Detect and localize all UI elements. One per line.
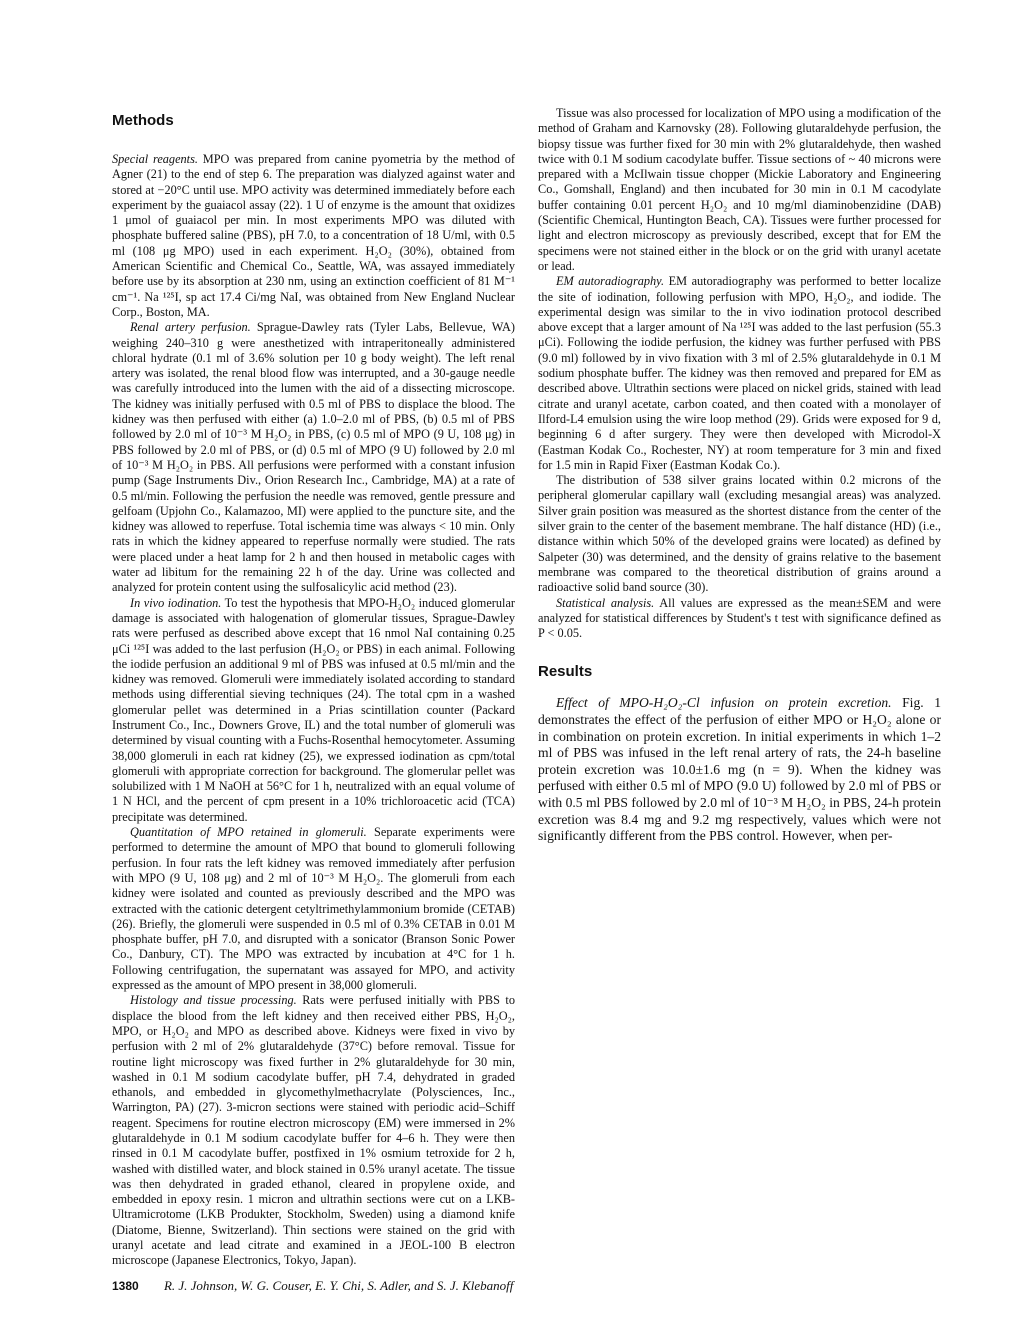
page-number: 1380 bbox=[112, 1279, 139, 1293]
text-histology: Rats were perfused initially with PBS to displace the blood from the left kidney and then received either PBS, H₂O₂, MPO, or H₂O₂ and MPO as described above. Kidneys were fixed in vivo by perfusion with 2 ml of 2% glutaraldehyde (37°C) before removal. Tissue for routine light microscopy was fixed further in 2% glutaraldehyde for 30 min, washed in 0.1 M sodium cacodylate buffer, pH 7.4, dehydrated in graded ethanols, and embedded in glycomethylmethacrylate (Polysciences, Inc., Warrington, PA) (27). 3-micron sections were stained with periodic acid–Schiff reagent. Specimens for routine electron microscopy (EM) were immersed in 2% glutaraldehyde in 0.1 M sodium cacodylate buffer for 4–6 h. They were then rinsed in 0.1 M cacodylate buffer, postfixed in 1% osmium tetroxide for 2 h, washed with distilled water, and block stained in 0.5% uranyl acetate. The tissue was then dehydrated in graded ethanol, cleared in propylene oxide, and embedded in epoxy resin. 1 micron and ultrathin sections were cut on a LKB-Ultramicrotome (LKB Produkter, Stockholm, Sweden) using a diamond knife (Diatome, Bienne, Switzerland). Thin sections were stained on the grid with uranyl acetate and lead citrate and examined in a JEOL-100 B electron microscope (Japanese Electronics, Tokyo, Japan). bbox=[112, 993, 515, 1268]
subheading-special-reagents: Special reagents. bbox=[112, 152, 198, 166]
subheading-in-vivo-iodination: In vivo iodination. bbox=[130, 595, 222, 610]
paragraph-special-reagents bbox=[112, 152, 515, 320]
paragraph-histology bbox=[112, 993, 515, 1268]
right-column bbox=[538, 106, 941, 845]
subheading-statistical-analysis: Statistical analysis. bbox=[556, 595, 655, 610]
text-in-vivo-iodination: To test the hypothesis that MPO-H₂O₂ induced glomerular damage is associated with halogenation of glomerular tissues, Sprague-Dawley rats were perfused as described above except that 16 nmol NaI containing 0.25 μCi ¹²⁵I was added to the last perfusion (H₂O₂ or PBS) in each animal. Following the iodide perfusion an additional 9 ml of PBS was infused at 0.5 ml/min and the kidney was removed. Glomeruli were immediately isolated according to standard methods using differential sieving techniques (24). The total cpm in a washed glomerular pellet was determined in a Prias scintillation counter (Packard Instrument Co., Inc., Downers Grove, IL) and the total number of glomeruli was determined by visual counting with a Fuchs-Rosenthal hemocytometer. Assuming 38,000 glomeruli in each rat kidney (25), we expressed iodination as cpm/total glomeruli with appropriate correction for background. The glomerular pellet was solubilized with 1 M NaOH at 56°C for 1 h, neutralized with an equal volume of 1 N HCl, and the percent of cpm present in a 10% trichloroacetic acid (TCA) precipitate was determined. bbox=[112, 595, 516, 824]
text-silver-grains: The distribution of 538 silver grains located within 0.2 microns of the peripheral glomerular capillary wall (excluding mesangial areas) was analyzed. Silver grain position was measured as the shortest distance from the center of the silver grain to the center of the basement membrane. The half distance (HD) (i.e., distance within which 50% of the developed grains were located) as defined by Salpeter (30) was determined, and the density of grains relative to the basement membrane was compared to the theoretical distribution of grains around a radioactive solid band source (30). bbox=[538, 473, 941, 595]
paragraph-renal-artery-perfusion bbox=[112, 320, 515, 595]
paragraph-in-vivo-iodination bbox=[112, 596, 515, 825]
text-tissue-localization: Tissue was also processed for localization of MPO using a modification of the method of Graham and Karnovsky (28). Following glutaraldehyde perfusion, the biopsy tissue was further fixed for 30 min with 2% glutaraldehyde, then washed twice with 0.1 M sodium cacodylate buffer. Tissue sections of ~ 40 microns were prepared with a McIlwain tissue chopper (Mickie Laboratory and Engineering Co., Gomshall, England) and then incubated for 30 min in 0.1 M cacodylate buffer containing 0.01 percent H₂O₂ and 10 mg/ml diaminobenzidine (DAB) (Scientific Chemical, Huntington Beach, CA). Tissues were further processed for light and electron microscopy as previously described, except that for EM the specimens were not stained either in the block or on the grid with uranyl acetate or lead. bbox=[538, 106, 941, 273]
results-heading: Results bbox=[538, 663, 593, 681]
subheading-em-autoradiography: EM autoradiography. bbox=[556, 274, 665, 289]
paragraph-quantitation bbox=[112, 825, 515, 993]
subheading-quantitation: Quantitation of MPO retained in glomeruli. bbox=[130, 825, 367, 840]
left-column bbox=[112, 112, 515, 1269]
subheading-renal-artery-perfusion: Renal artery perfusion. bbox=[130, 320, 251, 335]
paragraph-statistical-analysis bbox=[538, 596, 941, 642]
text-statistical-analysis: All values are expressed as the mean±SEM and were analyzed for statistical differences by Student's t test with significance defined as P < 0.05. bbox=[538, 595, 941, 641]
subheading-effect-protein-excretion: Effect of MPO-H₂O₂-Cl infusion on protein excretion. bbox=[556, 695, 892, 711]
subheading-histology: Histology and tissue processing. bbox=[130, 993, 297, 1008]
paragraph-em-autoradiography bbox=[538, 274, 941, 473]
methods-heading: Methods bbox=[112, 112, 174, 129]
text-em-autoradiography: EM autoradiography was performed to better localize the site of iodination, following perfusion with MPO, H₂O₂, and iodide. The experimental design was similar to the in vivo iodination protocol described above except that a larger amount of Na ¹²⁵I was added to the last perfusion (55.3 μCi). Following the iodide perfusion, the kidney was further perfused with PBS (9.0 ml) followed by in vivo fixation with 3 ml of 2.5% glutaraldehyde in 0.1 M sodium phosphate buffer. The kidney was then removed and prepared for EM as described above. Ultrathin sections were placed on nickel grids, stained with lead citrate and uranyl acetate, carbon coated, and then coated with a monolayer of Ilford-L4 emulsion using the wire loop method (29). Grids were exposed for 9 d, beginning 6 d after surgery. They were then developed with Microdol-X (Eastman Kodak Co., Rochester, NY) at room temperature for 3 min and fixed for 1.5 min in Rapid Fixer (Eastman Kodak Co.). bbox=[538, 274, 941, 472]
paragraph-effect-protein-excretion bbox=[538, 695, 941, 844]
page-footer bbox=[112, 1278, 912, 1294]
running-authors: R. J. Johnson, W. G. Couser, E. Y. Chi, S. Adler, and S. J. Klebanoff bbox=[163, 1278, 514, 1293]
paragraph-silver-grains bbox=[538, 473, 941, 595]
text-quantitation: Separate experiments were performed to determine the amount of MPO that bound to glomeruli following perfusion. In four rats the left kidney was removed immediately after perfusion with MPO (9 U, 108 μg) and 2 ml of 10⁻³ M H₂O₂. The glomeruli from each kidney were isolated and counted as previously described and the MPO was extracted with the cationic detergent cetyltrimethylammonium bromide (CETAB) (26). Briefly, the glomeruli were suspended in 0.5 ml of 0.3% CETAB in 0.01 M phosphate buffer, pH 7.0, and disrupted with a sonicator (Branson Sonic Power Co., Danbury, CT). The MPO was extracted by incubation at 4°C for 1 h. Following centrifugation, the supernatant was assayed for MPO, and activity expressed as the amount of MPO present in 38,000 glomeruli. bbox=[112, 825, 516, 993]
text-effect-protein-excretion: Fig. 1 demonstrates the effect of the perfusion of either MPO or H₂O₂ alone or in combination on protein excretion. In initial experiments in which 1–2 ml of PBS was infused in the left renal artery of rats, the 24-h baseline protein excretion was 10.0±1.6 mg (n = 9). When the kidney was perfused with either 0.5 ml of MPO (9.0 U) followed by 2.0 ml of PBS or with 0.5 ml PBS followed by 2.0 ml of 10⁻³ M H₂O₂ in PBS, 24-h protein excretion was 8.4 mg and 9.2 mg respectively, values which were not significantly different from the PBS control. However, when per- bbox=[538, 695, 941, 844]
text-special-reagents: MPO was prepared from canine pyometria by the method of Agner (21) to the end of step 6. The preparation was dialyzed against water and stored at −20°C until use. MPO activity was determined immediately before each experiment by the guaiacol assay (22). 1 U of enzyme is the amount that oxidizes 1 μmol of guaiacol per min. In most experiments MPO was diluted with phosphate buffered saline (PBS), pH 7.0, to a concentration of 18 U/ml, with 0.5 ml (108 μg MPO) used in each experiment. H₂O₂ (30%), obtained from American Scientific and Chemical Co., Seattle, WA, was assayed immediately before use by its absorption at 230 nm, using an extinction coefficient of 81 M⁻¹ cm⁻¹. Na ¹²⁵I, sp act 17.4 Ci/mg NaI, was obtained from New England Nuclear Corp., Boston, MA. bbox=[112, 152, 515, 319]
text-renal-artery-perfusion: Sprague-Dawley rats (Tyler Labs, Bellevue, WA) weighing 240–310 g were anesthetized with intraperitoneally administered chloral hydrate (0.1 ml of 3.6% solution per 10 g body weight). The left renal artery was isolated, the renal blood flow was interrupted, and a 30-gauge needle was carefully introduced into the lumen with the aid of a dissecting microscope. The kidney was initially perfused with 0.5 ml of PBS to displace the blood. The kidney was then perfused with either (a) 1.0–2.0 ml of PBS, (b) 0.5 ml of PBS followed by 2.0 ml of 10⁻³ M H₂O₂ in PBS, (c) 0.5 ml of MPO (9 U, 108 μg) in PBS followed by 2.0 ml of PBS, or (d) 0.5 ml of MPO (9 U) followed by 2.0 ml of 10⁻³ M H₂O₂ in PBS. All perfusions were performed with a constant infusion pump (Sage Instruments Div., Orion Research Inc., Cambridge, MA) at a rate of 0.5 ml/min. Following the perfusion the needle was removed, gentle pressure and gelfoam (Upjohn Co., Kalamazoo, MI) were applied to the puncture site, and the kidney was allowed to reperfuse. Total ischemia time was always < 10 min. Only rats in which the kidney appeared to reperfuse normally were studied. The rats were placed under a heat lamp for 2 h and then housed in metabolic cages with water ad libitum for the remaining 22 h of the day. Urine was collected and analyzed for protein content using the sulfosalicylic acid method (23). bbox=[112, 320, 515, 595]
paragraph-tissue-localization bbox=[538, 106, 941, 274]
